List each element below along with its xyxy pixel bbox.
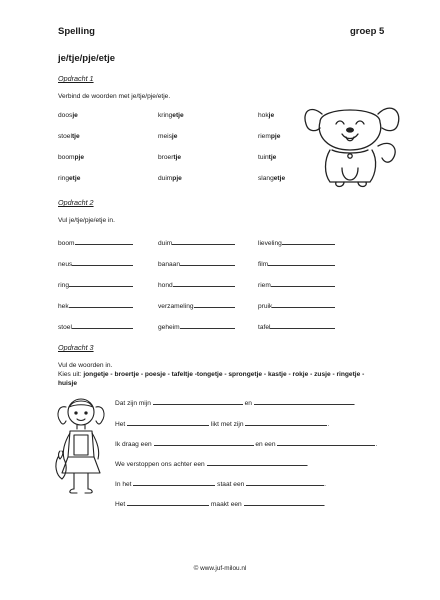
opdracht2-word: verzameling (158, 303, 194, 310)
dog-illustration (300, 98, 408, 190)
answer-blank[interactable] (153, 397, 243, 405)
opdracht2-item (258, 258, 335, 268)
opdracht2-item (158, 300, 235, 310)
sentence-text: . (323, 501, 326, 508)
opdracht1-word (158, 154, 181, 161)
word-stem: ring (58, 175, 69, 182)
opdracht2-word: film (258, 261, 269, 268)
answer-blank[interactable] (154, 438, 254, 446)
word-stem: boom (58, 154, 75, 161)
answer-blank[interactable] (207, 458, 307, 466)
word-bank-words-cont: huisje (58, 380, 78, 387)
opdracht3-sentence (115, 418, 329, 428)
opdracht2-word: banaan (158, 261, 181, 268)
word-stem: tuin (258, 154, 269, 161)
opdracht1-heading: Opdracht 1 (58, 74, 94, 83)
word-bank-words: jongetje - broertje - poesje - tafeltje -tongetje - sprongetje - kastje - rokje - zusje - ringetje - (83, 371, 365, 378)
page-title: je/tje/pje/etje (58, 53, 116, 64)
word-stem: riem (258, 133, 271, 140)
word-suffix: pje (172, 175, 182, 182)
opdracht2-word: pruik (258, 303, 273, 310)
answer-blank[interactable] (277, 438, 378, 448)
opdracht2-heading: Opdracht 2 (58, 198, 94, 207)
word-stem: meis (158, 133, 172, 140)
word-suffix: tje (71, 133, 80, 140)
opdracht2-instruction: Vul je/tje/pje/etje in. (58, 217, 115, 224)
word-stem: duim (158, 175, 173, 182)
opdracht2-item (258, 300, 335, 310)
opdracht3-instruction: Vul de woorden in. (58, 362, 113, 369)
opdracht1-word (58, 175, 80, 182)
sentence-text: Het (115, 501, 128, 508)
word-bank-label: Kies uit: (58, 371, 82, 378)
opdracht3-word-bank-cont (58, 380, 77, 387)
sentence-text: . (353, 400, 356, 407)
opdracht3-sentence (115, 397, 356, 407)
opdracht2-item (258, 279, 335, 289)
answer-blank[interactable] (173, 279, 235, 287)
opdracht2-word: ring (58, 282, 69, 289)
opdracht1-word (158, 175, 182, 182)
opdracht1-word (58, 112, 78, 119)
header-subject: Spelling (58, 26, 95, 37)
word-suffix: tje (173, 154, 182, 161)
answer-blank[interactable] (69, 300, 133, 308)
word-suffix: pje (74, 154, 85, 161)
answer-blank[interactable] (271, 279, 335, 287)
word-suffix: etje (172, 112, 184, 119)
word-suffix: je (171, 133, 178, 140)
sentence-text: maakt een (209, 501, 244, 508)
sentence-text: We verstoppen ons achter een (115, 461, 207, 468)
opdracht2-word: riem (258, 282, 271, 289)
header-group: groep 5 (350, 26, 385, 37)
answer-blank[interactable] (127, 418, 209, 426)
sentence-text: likt met zijn (209, 421, 246, 428)
opdracht2-item (58, 279, 133, 289)
word-suffix: etje (273, 175, 286, 182)
opdracht2-item (258, 237, 335, 247)
sentence-text: Ik draag een (115, 441, 154, 448)
opdracht2-item (58, 321, 133, 331)
opdracht2-item (58, 300, 133, 310)
opdracht3-sentence (115, 438, 377, 448)
answer-blank[interactable] (194, 300, 235, 308)
opdracht2-item (158, 279, 235, 289)
answer-blank[interactable] (244, 498, 324, 506)
sentence-text: Het (115, 421, 128, 428)
answer-blank[interactable] (72, 321, 133, 329)
opdracht2-item (258, 321, 335, 331)
opdracht1-word (258, 112, 274, 119)
word-stem: doos (58, 112, 73, 119)
answer-blank[interactable] (246, 478, 324, 486)
sentence-text: . (375, 441, 378, 448)
opdracht1-word (258, 154, 276, 161)
answer-blank[interactable] (75, 237, 134, 245)
opdracht2-word: stoel (58, 324, 72, 331)
sentence-text: staat een (215, 481, 247, 488)
answer-blank[interactable] (180, 258, 235, 266)
answer-blank[interactable] (180, 321, 235, 329)
sentence-text: . (327, 421, 330, 428)
opdracht2-word: duim (158, 240, 173, 247)
girl-illustration (52, 395, 112, 499)
answer-blank[interactable] (268, 258, 335, 266)
word-suffix: pje (270, 133, 281, 140)
opdracht2-word: hek (58, 303, 69, 310)
sentence-text: . (306, 461, 309, 468)
answer-blank[interactable] (254, 397, 354, 405)
opdracht2-item (158, 237, 235, 247)
answer-blank[interactable] (127, 498, 209, 506)
answer-blank[interactable] (282, 237, 335, 245)
word-stem: kring (158, 112, 173, 119)
opdracht1-instruction: Verbind de woorden met je/tje/pje/etje. (58, 93, 171, 100)
opdracht2-word: geheim (158, 324, 180, 331)
word-stem: broer (158, 154, 174, 161)
opdracht3-heading: Opdracht 3 (58, 343, 94, 352)
opdracht1-word (258, 175, 285, 182)
word-stem: hok (258, 112, 269, 119)
answer-blank[interactable] (72, 258, 133, 266)
word-suffix: je (268, 112, 275, 119)
answer-blank[interactable] (245, 418, 330, 428)
answer-blank[interactable] (172, 237, 235, 245)
opdracht2-word: neus (58, 261, 73, 268)
answer-blank[interactable] (270, 321, 335, 329)
opdracht2-word: tafel (258, 324, 271, 331)
word-suffix: tje (268, 154, 277, 161)
sentence-text: Dat zijn mijn (115, 400, 153, 407)
opdracht1-word (158, 133, 177, 140)
word-suffix: je (72, 112, 78, 119)
answer-blank[interactable] (272, 300, 335, 308)
sentence-text: en (242, 400, 254, 407)
opdracht2-item (58, 237, 133, 247)
opdracht3-sentence (115, 458, 308, 468)
sentence-text: In het (115, 481, 134, 488)
opdracht2-word: boom (58, 240, 75, 247)
sentence-text: . (324, 481, 326, 488)
opdracht1-word (158, 112, 184, 119)
opdracht3-word-bank (58, 371, 364, 378)
sentence-text: en een (253, 441, 278, 448)
opdracht1-word (58, 154, 84, 161)
word-suffix: etje (69, 175, 81, 182)
opdracht2-word: lieveling (258, 240, 282, 247)
opdracht2-item (158, 258, 235, 268)
opdracht1-word (258, 133, 280, 140)
opdracht1-word (58, 133, 80, 140)
word-stem: slang (258, 175, 274, 182)
answer-blank[interactable] (133, 478, 215, 486)
opdracht2-word: hond (158, 282, 173, 289)
word-stem: stoel (58, 133, 72, 140)
answer-blank[interactable] (69, 279, 133, 287)
opdracht2-item (158, 321, 235, 331)
footer-copyright: © www.juf-milou.nl (193, 565, 247, 572)
opdracht2-item (58, 258, 133, 268)
opdracht3-sentence (115, 478, 326, 488)
opdracht3-sentence (115, 498, 325, 508)
